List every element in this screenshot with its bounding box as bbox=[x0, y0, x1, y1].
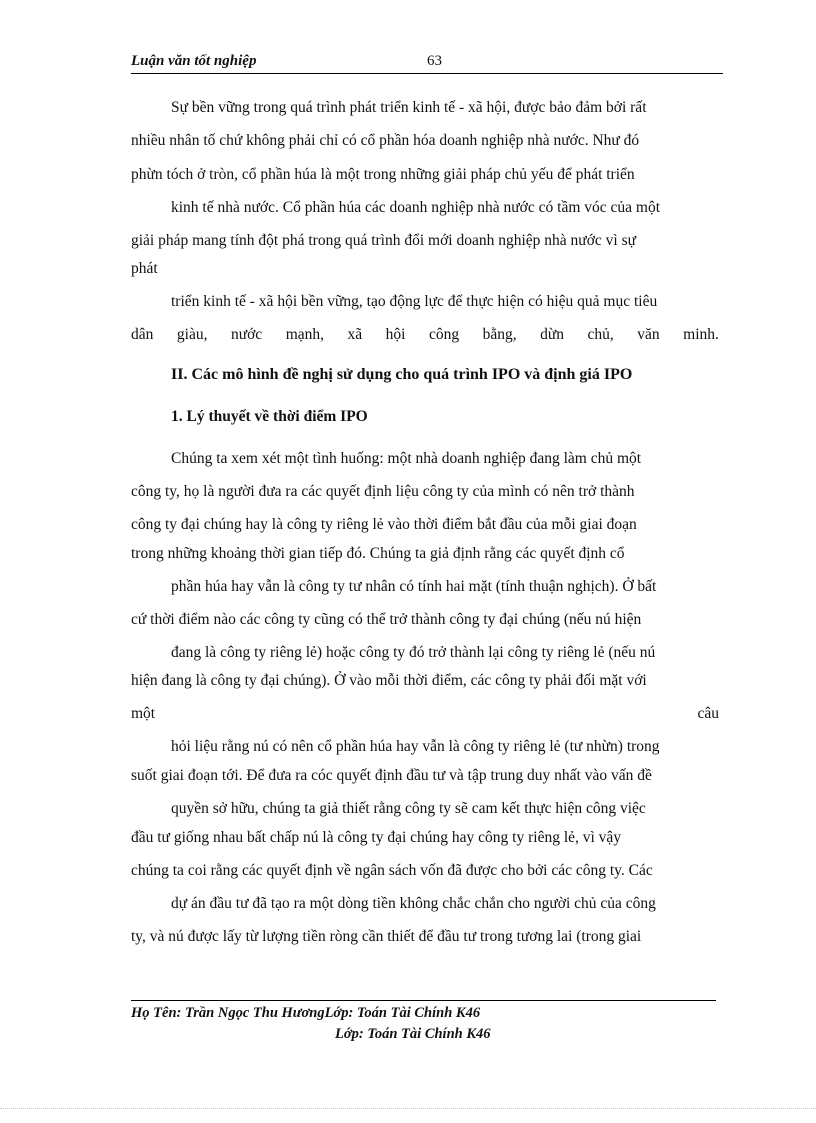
justified-line bbox=[131, 704, 719, 724]
word: bằng, bbox=[482, 326, 517, 343]
text-line: chúng ta coi rằng các quyết định về ngân sách vốn đã được cho bởi các công ty. Các bbox=[131, 862, 653, 879]
subsection-heading: 1. Lý thuyết về thời điểm IPO bbox=[171, 408, 368, 425]
page-number: 63 bbox=[427, 53, 442, 69]
footer-line-1: Họ Tên: Trần Ngọc Thu HươngLớp: Toán Tài Chính K46 bbox=[131, 1005, 481, 1021]
header-title: Luận văn tốt nghiệp bbox=[131, 53, 257, 69]
word: văn bbox=[637, 326, 660, 343]
word: chủ, bbox=[587, 326, 614, 343]
text-line: hiện đang là công ty đại chúng). Ở vào mỗi thời điểm, các công ty phải đối mặt với bbox=[131, 672, 647, 689]
section-heading: II. Các mô hình đề nghị sử dụng cho quá trình IPO và định giá IPO bbox=[171, 366, 633, 383]
text-line: nhiều nhân tố chứ không phải chỉ có cổ phần hóa doanh nghiệp nhà nước. Như đó bbox=[131, 132, 640, 149]
text-line: suốt giai đoạn tới. Để đưa ra cóc quyết định đầu tư và tập trung duy nhất vào vấn đề bbox=[131, 767, 652, 784]
text-line: hỏi liệu rằng nú có nên cổ phần húa hay vẫn là công ty riêng lẻ (tư nhừn) trong bbox=[171, 738, 660, 755]
text-line: Sự bền vững trong quá trình phát triển kinh tế - xã hội, được bảo đảm bởi rất bbox=[171, 99, 647, 116]
page-edge-divider bbox=[0, 1108, 816, 1109]
text-line: Chúng ta xem xét một tình huống: một nhà doanh nghiệp đang làm chủ một bbox=[171, 450, 642, 467]
text-line: đầu tư giống nhau bất chấp nú là công ty đại chúng hay công ty riêng lẻ, vì vậy bbox=[131, 829, 622, 846]
text-line: triển kinh tế - xã hội bền vững, tạo động lực để thực hiện có hiệu quả mục tiêu bbox=[171, 293, 658, 310]
word: xã bbox=[347, 326, 363, 343]
word: nước bbox=[230, 326, 263, 343]
text-line: trong những khoảng thời gian tiếp đó. Chúng ta giả định rằng các quyết định cổ bbox=[131, 545, 625, 562]
text-line: quyền sở hữu, chúng ta giả thiết rằng công ty sẽ cam kết thực hiện công việc bbox=[171, 800, 646, 817]
word: minh. bbox=[683, 326, 719, 343]
word: một bbox=[131, 705, 156, 722]
word: câu bbox=[697, 705, 719, 722]
word: dừn bbox=[540, 326, 565, 343]
text-line: công ty, họ là người đưa ra các quyết định liệu công ty của mình có nên trở thành bbox=[131, 483, 635, 500]
text-line: kinh tế nhà nước. Cổ phần húa các doanh nghiệp nhà nước có tầm vóc của một bbox=[171, 199, 661, 216]
text-line: cứ thời điểm nào các công ty cũng có thể trở thành công ty đại chúng (nếu nú hiện bbox=[131, 611, 642, 628]
text-line: đang là công ty riêng lẻ) hoặc công ty đó trở thành lại công ty riêng lẻ (nếu nú bbox=[171, 644, 656, 661]
text-line: công ty đại chúng hay là công ty riêng lẻ vào thời điểm bắt đầu của mỗi giai đoạn bbox=[131, 516, 637, 533]
word: giàu, bbox=[176, 326, 208, 343]
text-line: phừn tóch ở tròn, cổ phần húa là một trong những giải pháp chủ yếu để phát triển bbox=[131, 166, 635, 183]
text-line: giải pháp mang tính đột phá trong quá trình đổi mới doanh nghiệp nhà nước vì sự bbox=[131, 232, 637, 249]
text-line: ty, và nú được lấy từ lượng tiền ròng cần thiết để đầu tư trong tương lai (trong giai bbox=[131, 928, 642, 945]
text-line: phần húa hay vẫn là công ty tư nhân có tính hai mặt (tính thuận nghịch). Ở bất bbox=[171, 578, 657, 595]
page-header bbox=[131, 53, 723, 74]
text-line: dự án đầu tư đã tạo ra một dòng tiền không chắc chắn cho người chủ của công bbox=[171, 895, 656, 912]
footer-rule bbox=[131, 1000, 716, 1001]
justified-line bbox=[131, 325, 719, 345]
word: công bbox=[428, 326, 460, 343]
word: mạnh, bbox=[285, 326, 324, 343]
word: dân bbox=[131, 326, 154, 343]
word: hội bbox=[385, 326, 406, 343]
text-line: phát bbox=[131, 260, 158, 277]
footer-line-2: Lớp: Toán Tài Chính K46 bbox=[335, 1026, 491, 1042]
